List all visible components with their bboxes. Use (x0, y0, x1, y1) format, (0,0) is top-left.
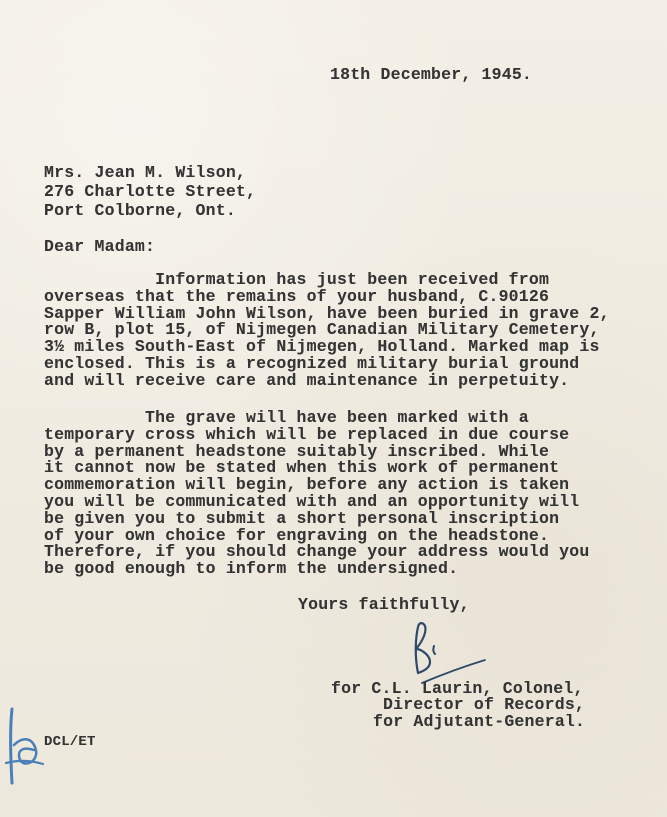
signature-line-3: for Adjutant-General. (373, 712, 586, 731)
recipient-name: Mrs. Jean M. Wilson, (44, 163, 247, 182)
body-paragraph-1: Information has just been received from overseas that the remains of your husband, C.90126 Sapper William John Wilson, have been buried in grave 2, row B, plot 15, of Nijmegen Canadian Military Cemetery, 3½ miles South-East of Nijmegen, Holland. Marked map is enclosed. This is a recognized military burial ground and will receive care and maintenance in perpetuity. (44, 270, 610, 390)
signature-line-1: for C.L. Laurin, Colonel, (331, 679, 584, 698)
signature-line-2: Director of Records, (383, 695, 586, 714)
letter-date: 18th December, 1945. (330, 65, 533, 84)
salutation: Dear Madam: (44, 237, 156, 256)
closing-line: Yours faithfully, (298, 595, 470, 614)
body-paragraph-2: The grave will have been marked with a temporary cross which will be replaced in due course by a permanent headstone suitably inscribed. While it cannot now be stated when this work of permanent commemoration will begin, before any action is taken you will be communicated with and an opportunity will be given you to submit a short personal inscription of your own choice for engraving on the headstone. Therefore, if you should change your address would you be good enough to inform the undersigned. (44, 408, 590, 579)
recipient-city: Port Colborne, Ont. (44, 201, 236, 220)
reference-code: DCL/ET (44, 734, 96, 750)
recipient-street: 276 Charlotte Street, (44, 182, 257, 201)
